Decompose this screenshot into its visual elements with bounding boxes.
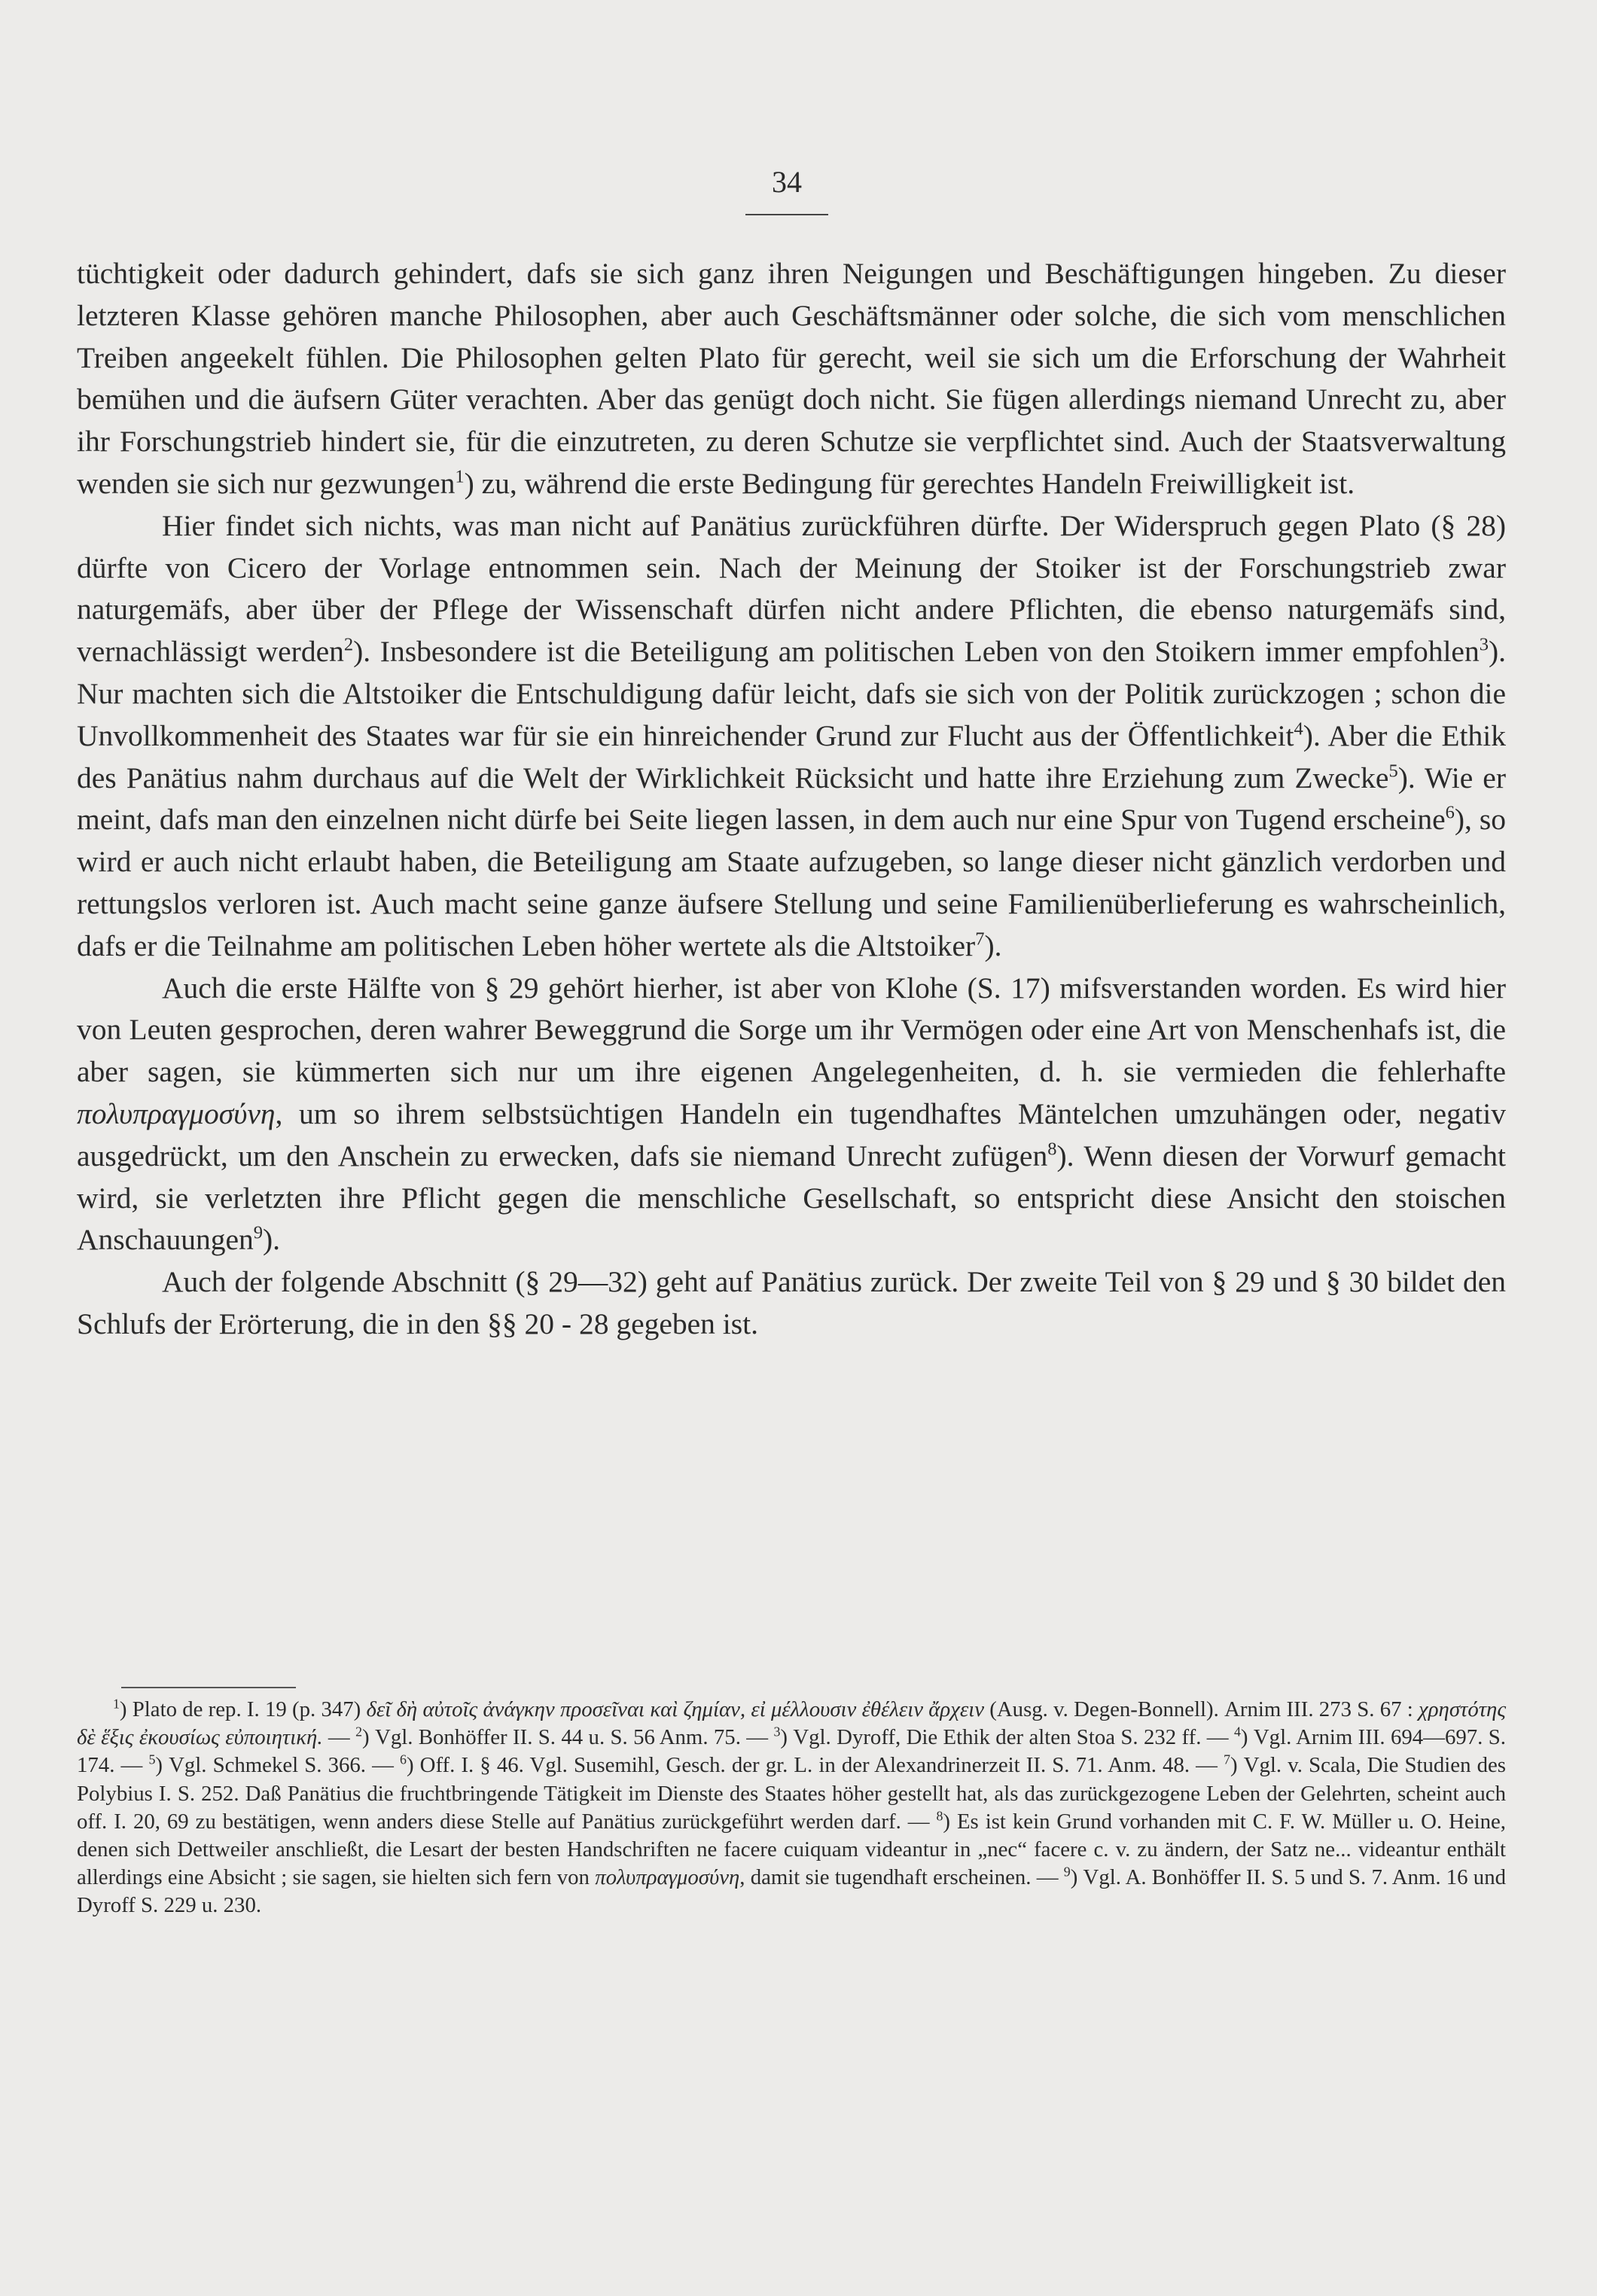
footnote-marker: 9 xyxy=(253,1222,263,1243)
footnote-marker: 5 xyxy=(148,1752,156,1767)
paragraph xyxy=(77,253,1506,505)
footnote-marker: 7 xyxy=(1224,1752,1231,1767)
text-run: ) Vgl. Dyroff, Die Ethik der alten Stoa S. 232 ff. — xyxy=(780,1725,1234,1750)
greek-text: πολυπραγμοσύνη xyxy=(595,1865,740,1890)
footnote-marker: 1 xyxy=(113,1696,120,1712)
text-run: ) Off. I. § 46. Vgl. Susemihl, Gesch. der gr. L. in der Alexandrinerzeit II. S. 71. Anm. 48. — xyxy=(406,1753,1224,1778)
text-run: ) Es ist kein Grund vorhanden mit C. F. W. Müller u. O. Heine, denen sich Dettweiler anschließt, die Lesart der besten Handschriften ne facere cuiquam videantur in „nec“ facere c. v. zu ändern, der Satz ne... videantur enthält allerdings eine Absicht ; sie sagen, sie hielten sich fern von xyxy=(77,1809,1507,1890)
footnote-marker: 3 xyxy=(1479,634,1489,655)
text-run: ). xyxy=(263,1223,281,1257)
text-run: ). Wie er meint, dafs man den einzelnen nicht dürfe bei Seite liegen lassen, in dem auch nur eine Spur von Tugend erscheine xyxy=(77,761,1506,837)
text-run: , um so ihrem selbstsüchtigen Handeln ein tugendhaftes Mäntelchen umzuhängen oder, negativ ausgedrückt, um den Anschein zu erwecken, dafs sie niemand Unrecht zufügen xyxy=(77,1096,1506,1172)
footnote-marker: 3 xyxy=(773,1724,781,1740)
footnote-marker: 8 xyxy=(936,1808,943,1824)
footnote-marker: 6 xyxy=(400,1752,407,1767)
text-run: ) Vgl. Bonhöffer II. S. 44 u. S. 56 Anm. 75. — xyxy=(362,1725,774,1750)
footnote-marker: 8 xyxy=(1047,1139,1057,1160)
page-number-rule xyxy=(745,214,828,215)
text-run: ) Vgl. A. Bonhöffer II. S. 5 und S. 7. Anm. 16 und Dyroff S. 229 u. 230. xyxy=(77,1865,1506,1918)
footnote-marker: 7 xyxy=(975,928,985,950)
greek-text: δεῖ δὴ αὐτοῖς ἀνάγκην προσεῖναι καὶ ζημίαν, εἰ μέλλουσιν ἐθέλειν ἄρχειν xyxy=(366,1697,985,1721)
text-run: ) zu, während die erste Bedingung für gerechtes Handeln Freiwilligkeit ist. xyxy=(464,466,1355,500)
text-run: , damit sie tugendhaft erscheinen. — xyxy=(739,1865,1064,1890)
greek-text: χρηστότης δὲ ἕξις ἐκουσίως εὐποιητική. xyxy=(77,1697,1507,1750)
text-run: tüchtigkeit oder dadurch gehindert, dafs sie sich ganz ihren Neigungen und Beschäftigungen hingeben. Zu dieser letzteren Klasse gehören manche Philosophen, aber auch Geschäftsmänner oder solche, die sich vom menschlichen Treiben angeekelt fühlen. Die Philosophen gelten Plato für gerecht, weil sie sich um die Erforschung der Wahrheit bemühen und die äufsern Güter verachten. Aber das genügt doch nicht. Sie fügen allerdings niemand Unrecht zu, aber ihr Forschungstrieb hindert sie, für die einzutreten, zu deren Schutze sie verpflichtet sind. Auch der Staatsverwaltung wenden sie sich nur gezwungen xyxy=(77,257,1506,500)
text-run: Auch die erste Hälfte von § 29 gehört hierher, ist aber von Klohe (S. 17) mifsverstanden worden. Es wird hier von Leuten gesprochen, deren wahrer Beweggrund die Sorge um ihr Vermögen oder eine Art von Menschenhafs ist, die aber sagen, sie kümmerten sich nur um ihre eigenen Angelegenheiten, d. h. sie vermieden die fehlerhafte xyxy=(77,971,1506,1089)
footnote-marker: 2 xyxy=(355,1724,363,1740)
footnotes xyxy=(77,1696,1506,1920)
body-text xyxy=(77,253,1506,1346)
greek-text: πολυπραγμοσύνη xyxy=(77,1096,276,1130)
footnote-separator xyxy=(121,1687,296,1688)
paragraph xyxy=(77,505,1506,968)
text-run: (Ausg. v. Degen-Bonnell). Arnim III. 273 S. 67 : xyxy=(984,1697,1419,1721)
text-run: Auch der folgende Abschnitt (§ 29—32) geht auf Panätius zurück. Der zweite Teil von § 29 und § 30 bildet den Schlufs der Erörterung, die in den §§ 20 - 28 gegeben ist. xyxy=(77,1265,1506,1340)
paragraph xyxy=(77,968,1506,1262)
footnote-block xyxy=(77,1696,1506,1920)
footnote-marker: 9 xyxy=(1063,1864,1071,1880)
text-run: ). Aber die Ethik des Panätius nahm durchaus auf die Welt der Wirklichkeit Rücksicht und hatte ihre Erziehung zum Zwecke xyxy=(77,718,1506,794)
text-run: ). Wenn diesen der Vorwurf gemacht wird, sie verletzten ihre Pflicht gegen die menschliche Gesellschaft, so entspricht diese Ansicht den stoischen Anschauungen xyxy=(77,1139,1506,1257)
text-run: ) Vgl. Arnim III. 694—697. S. 174. — xyxy=(77,1725,1506,1778)
footnote-marker: 4 xyxy=(1233,1724,1241,1740)
footnote-marker: 1 xyxy=(455,466,465,487)
paragraph xyxy=(77,1261,1506,1346)
text-run: ). Nur machten sich die Altstoiker die Entschuldigung dafür leicht, dafs sie sich von der Politik zurückzogen ; schon die Unvollkommenheit des Staates war für sie ein hinreichender Grund zur Flucht aus der Öffentlichkeit xyxy=(77,635,1506,752)
text-run: ), so wird er auch nicht erlaubt haben, die Beteiligung am Staate aufzugeben, so lange dieser nicht gänzlich verdorben und rettungslos verloren ist. Auch macht seine ganze äufsere Stellung und seine Familienüberlieferung es wahrscheinlich, dafs er die Teilnahme am politischen Leben höher wertete als die Altstoiker xyxy=(77,803,1507,962)
text-run: ) Vgl. v. Scala, Die Studien des Polybius I. S. 252. Daß Panätius die fruchtbringende Tätigkeit im Dienste des Staates höher gestellt hat, als das zurückgezogene Leben der Gelehrten, scheint auch off. I. 20, 69 zu bestätigen, wenn anders diese Stelle auf Panätius zurückgeführt werden darf. — xyxy=(77,1753,1506,1834)
footnote-marker: 2 xyxy=(343,634,354,655)
footnote-marker: 6 xyxy=(1445,802,1455,823)
footnote-marker: 5 xyxy=(1388,760,1398,781)
text-run: — xyxy=(322,1725,356,1750)
text-run: ) Plato de rep. I. 19 (p. 347) xyxy=(119,1697,367,1721)
text-run: Hier findet sich nichts, was man nicht auf Panätius zurückführen dürfte. Der Widerspruch gegen Plato (§ 28) dürfte von Cicero der Vorlage entnommen sein. Nach der Meinung der Stoiker ist der Forschungstrieb zwar naturgemäfs, aber über der Pflege der Wissenschaft dürfen nicht andere Pflichten, die ebenso naturgemäfs sind, vernachlässigt werden xyxy=(77,508,1506,669)
text-run: ) Vgl. Schmekel S. 366. — xyxy=(155,1753,401,1778)
footnote-marker: 4 xyxy=(1294,718,1303,739)
text-run: ). Insbesondere ist die Beteiligung am politischen Leben von den Stoikern immer empfohlen xyxy=(353,635,1480,669)
text-run: ). xyxy=(984,928,1002,962)
page-number: 34 xyxy=(772,165,802,199)
